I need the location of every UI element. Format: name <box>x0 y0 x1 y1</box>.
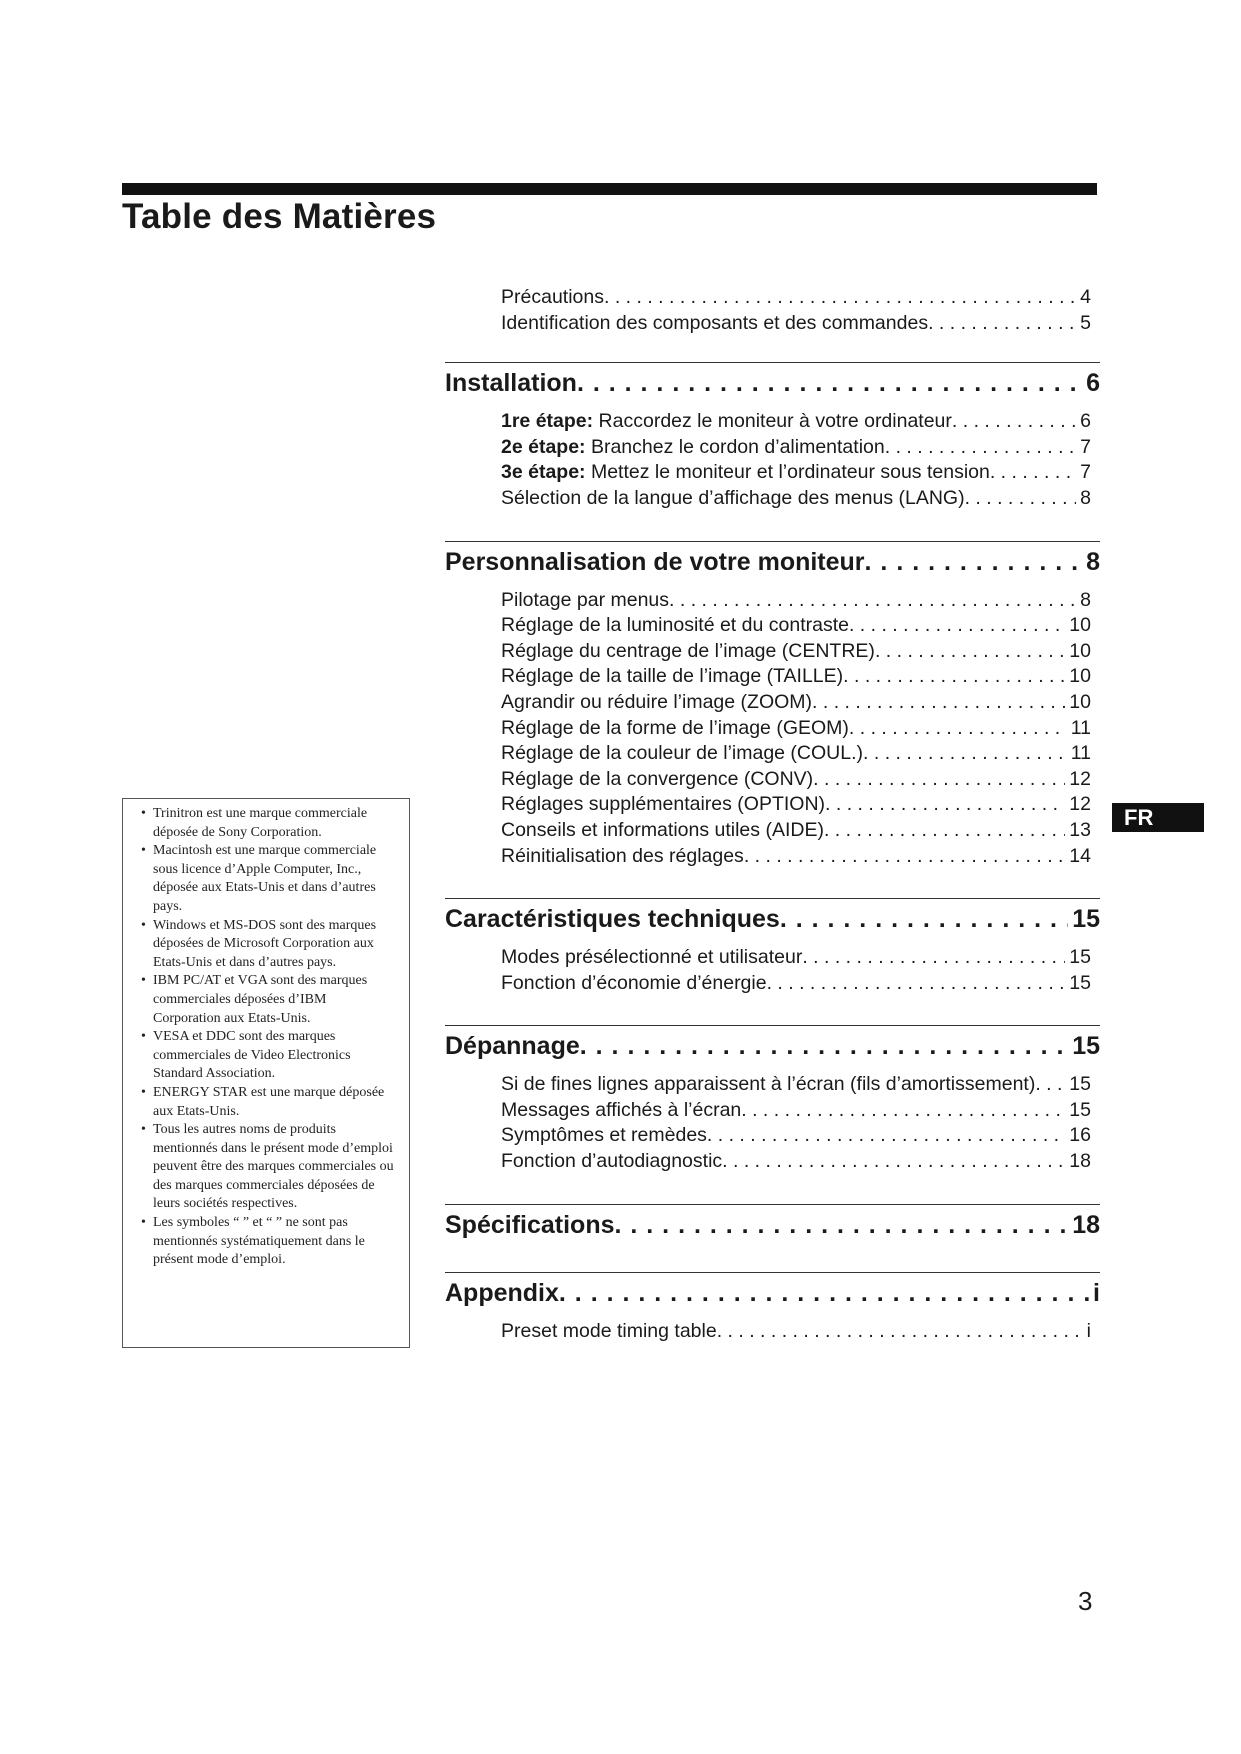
toc-section-heading[interactable] <box>445 1028 1100 1064</box>
trademark-item: • Tous les autres noms de produits mentionnés dans le présent mode d’emploi peuvent être des marques commerciales ou des marques commerciales déposées de leurs sociétés respectives. <box>133 1121 397 1214</box>
toc-entry-label <box>501 844 744 870</box>
dot-leader <box>928 311 1076 337</box>
dot-leader <box>707 1123 1065 1149</box>
dot-leader <box>825 792 1065 818</box>
toc-entry[interactable] <box>501 1123 1091 1149</box>
toc-entry-label <box>501 690 812 716</box>
toc-entry[interactable] <box>501 285 1091 311</box>
toc-page-number: 10 <box>1069 614 1091 637</box>
toc-entry-text: Réglage de la convergence (CONV) <box>501 767 814 790</box>
toc-page-number: i <box>1086 1319 1091 1342</box>
toc-entry[interactable] <box>501 311 1091 337</box>
toc-page-number: 15 <box>1072 905 1100 934</box>
toc-entry-text: Raccordez le moniteur à votre ordinateur <box>593 410 952 433</box>
toc-section-entries <box>501 409 1091 511</box>
toc-entry[interactable] <box>501 486 1091 512</box>
toc-section <box>445 1272 1100 1345</box>
trademark-notice-box <box>122 798 410 1348</box>
toc-entry-label <box>501 588 669 614</box>
dot-leader <box>813 767 1065 793</box>
toc-entry[interactable] <box>501 716 1091 742</box>
toc-entry[interactable] <box>501 409 1091 435</box>
toc-entry[interactable] <box>501 588 1091 614</box>
toc-entry-text: Branchez le cordon d’alimentation <box>585 435 885 458</box>
toc-step-prefix: 1re étape: <box>501 410 594 433</box>
toc-entry-label <box>501 664 843 690</box>
toc-section <box>445 1025 1100 1174</box>
dot-leader <box>990 460 1076 486</box>
toc-entry[interactable] <box>501 741 1091 767</box>
toc-page-number: 12 <box>1069 793 1091 816</box>
language-tab: FR <box>1112 803 1204 832</box>
dot-leader <box>824 818 1065 844</box>
toc-entry[interactable] <box>501 460 1091 486</box>
dot-leader <box>577 365 1082 401</box>
toc-entry-label <box>501 460 990 486</box>
toc-page-number: 7 <box>1080 461 1091 484</box>
toc-entry-label <box>501 1098 741 1124</box>
toc-entry-text: Agrandir ou réduire l’image (ZOOM) <box>501 690 813 713</box>
toc-section-heading[interactable] <box>445 1207 1100 1243</box>
toc-entry-label <box>501 285 604 311</box>
toc-intro <box>501 285 1091 336</box>
dot-leader <box>863 741 1067 767</box>
toc-entry-label <box>501 613 849 639</box>
trademark-item: • ENERGY STAR est une marque déposée aux Etats-Unis. <box>133 1084 397 1121</box>
toc-entry-text: Personnalisation de votre moniteur <box>445 547 865 576</box>
toc-entry-text: Précautions <box>501 286 604 308</box>
toc-entry-text: Fonction d’autodiagnostic <box>501 1150 723 1173</box>
toc-section-entries <box>501 1072 1091 1174</box>
toc-entry-text: Modes présélectionné et utilisateur <box>501 946 803 969</box>
dot-leader <box>767 971 1066 997</box>
toc-entry-label <box>445 544 865 580</box>
toc-page-number: 18 <box>1072 1210 1100 1239</box>
toc-entry[interactable] <box>501 818 1091 844</box>
toc-section <box>445 898 1100 996</box>
dot-leader <box>741 1098 1065 1124</box>
toc-section-heading[interactable] <box>445 544 1100 580</box>
dot-leader <box>843 664 1065 690</box>
dot-leader <box>717 1319 1083 1345</box>
toc-section-heading[interactable] <box>445 365 1100 401</box>
toc-page-number: 14 <box>1069 844 1091 867</box>
trademark-item: • Macintosh est une marque commerciale sous licence d’Apple Computer, Inc., déposée aux Etats-Unis et dans d’autres pays. <box>133 842 397 916</box>
page-title: Table des Matières <box>122 197 437 236</box>
toc-entry-label <box>501 409 952 435</box>
toc-step-prefix: 3e étape: <box>501 461 586 484</box>
toc-page-number: 10 <box>1069 665 1091 688</box>
toc-sections <box>445 362 1100 1344</box>
toc-entry[interactable] <box>501 792 1091 818</box>
dot-leader <box>559 1275 1089 1311</box>
dot-leader <box>744 844 1065 870</box>
toc-entry-label <box>445 1028 580 1064</box>
toc-step-prefix: 2e étape: <box>501 435 586 458</box>
toc-page-number: 13 <box>1069 818 1091 841</box>
trademark-item: • Windows et MS-DOS sont des marques déposées de Microsoft Corporation aux Etats-Unis et dans d’autres pays. <box>133 917 397 973</box>
toc-page-number: 11 <box>1070 716 1091 739</box>
toc-entry-text: Messages affichés à l’écran <box>501 1098 742 1121</box>
toc-page-number: 10 <box>1069 690 1091 713</box>
toc-entry[interactable] <box>501 613 1091 639</box>
toc-section-heading[interactable] <box>445 1275 1100 1311</box>
toc-entry-text: Réglage de la luminosité et du contraste <box>501 614 849 637</box>
toc-page-number: 15 <box>1072 1032 1100 1061</box>
toc-entry[interactable] <box>501 1098 1091 1124</box>
toc-entry-label <box>501 741 863 767</box>
header-rule <box>122 183 1097 195</box>
dot-leader <box>802 945 1065 971</box>
toc-entry-label <box>501 716 849 742</box>
toc-section-heading[interactable] <box>445 901 1100 937</box>
toc-entry-text: Réglage de la couleur de l’image (COUL.) <box>501 742 864 765</box>
toc-section-entries <box>501 588 1091 870</box>
dot-leader <box>722 1149 1065 1175</box>
toc-entry-label <box>501 1123 707 1149</box>
toc-section <box>445 1204 1100 1243</box>
dot-leader <box>812 690 1065 716</box>
toc-entry-text: Réglage du centrage de l’image (CENTRE) <box>501 639 875 662</box>
dot-leader <box>965 486 1077 512</box>
dot-leader <box>865 544 1083 580</box>
dot-leader <box>885 435 1076 461</box>
toc-entry-text: Appendix <box>445 1278 559 1307</box>
toc-page-number: 6 <box>1086 369 1100 398</box>
dot-leader <box>780 901 1068 937</box>
toc-entry-label <box>501 639 875 665</box>
toc-entry-text: Identification des composants et des commandes <box>501 311 929 334</box>
toc-page-number: 15 <box>1069 971 1091 994</box>
trademark-item: • VESA et DDC sont des marques commerciales de Video Electronics Standard Association. <box>133 1028 397 1084</box>
dot-leader <box>669 588 1076 614</box>
table-of-contents <box>445 285 1100 1344</box>
toc-entry-text: Réglage de la taille de l’image (TAILLE) <box>501 665 844 688</box>
toc-entry-label <box>501 1072 1035 1098</box>
trademark-item: • Les symboles “ ” et “ ” ne sont pas mentionnés systématiquement dans le présent mode d’emploi. <box>133 1214 397 1270</box>
trademark-list <box>133 805 397 1270</box>
toc-entry-label <box>501 1149 722 1175</box>
trademark-item: • IBM PC/AT et VGA sont des marques commerciales déposées d’IBM Corporation aux Etats-Unis. <box>133 972 397 1028</box>
toc-entry-label <box>501 486 965 512</box>
toc-entry-text: Fonction d’économie d’énergie <box>501 971 767 994</box>
toc-entry-label <box>501 1319 717 1345</box>
toc-entry[interactable] <box>501 1319 1091 1345</box>
dot-leader <box>849 716 1067 742</box>
dot-leader <box>1035 1072 1065 1098</box>
toc-entry-label <box>501 435 885 461</box>
toc-entry-text: Mettez le moniteur et l’ordinateur sous tension <box>585 461 990 484</box>
trademark-item: • Trinitron est une marque commerciale déposée de Sony Corporation. <box>133 805 397 842</box>
toc-section <box>445 541 1100 870</box>
dot-leader <box>615 1207 1069 1243</box>
toc-entry-label <box>501 971 767 997</box>
toc-entry-label <box>445 1207 615 1243</box>
toc-page-number: 8 <box>1086 547 1100 576</box>
toc-page-number: 10 <box>1069 639 1091 662</box>
toc-entry-text: Dépannage <box>445 1032 580 1061</box>
toc-entry-label <box>501 311 928 337</box>
toc-entry[interactable] <box>501 639 1091 665</box>
toc-entry[interactable] <box>501 435 1091 461</box>
dot-leader <box>849 613 1065 639</box>
toc-entry-text: Réinitialisation des réglages <box>501 844 744 867</box>
toc-page-number: i <box>1093 1278 1100 1307</box>
toc-section <box>445 362 1100 511</box>
toc-entry[interactable] <box>501 690 1091 716</box>
toc-entry-label <box>445 1275 559 1311</box>
toc-page-number: 15 <box>1069 946 1091 969</box>
toc-page-number: 5 <box>1080 311 1091 334</box>
toc-entry[interactable] <box>501 844 1091 870</box>
dot-leader <box>952 409 1076 435</box>
toc-entry-text: Installation <box>445 369 577 398</box>
toc-entry-text: Caractéristiques techniques <box>445 905 780 934</box>
toc-entry[interactable] <box>501 1149 1091 1175</box>
toc-entry-text: Symptômes et remèdes <box>501 1124 707 1147</box>
toc-entry-text: Si de fines lignes apparaissent à l’écran (fils d’amortissement) <box>501 1073 1036 1096</box>
toc-page-number: 7 <box>1080 435 1091 458</box>
toc-entry[interactable] <box>501 664 1091 690</box>
toc-entry-text: Conseils et informations utiles (AIDE) <box>501 818 824 841</box>
dot-leader <box>875 639 1065 665</box>
toc-entry[interactable] <box>501 971 1091 997</box>
toc-entry-text: Sélection de la langue d’affichage des menus (LANG) <box>501 486 965 509</box>
toc-section-entries <box>501 945 1091 996</box>
toc-entry[interactable] <box>501 1072 1091 1098</box>
toc-entry-label <box>501 818 824 844</box>
toc-page-number: 11 <box>1070 742 1091 765</box>
toc-page-number: 15 <box>1069 1073 1091 1096</box>
toc-entry-label <box>445 365 577 401</box>
toc-entry-label <box>501 945 802 971</box>
toc-page-number: 18 <box>1069 1150 1091 1173</box>
toc-page-number: 15 <box>1069 1098 1091 1121</box>
toc-entry-text: Spécifications <box>445 1210 615 1239</box>
toc-entry-text: Réglage de la forme de l’image (GEOM) <box>501 716 849 739</box>
toc-page-number: 4 <box>1080 286 1091 308</box>
toc-entry-label <box>445 901 780 937</box>
toc-entry-text: Preset mode timing table <box>501 1319 717 1342</box>
toc-entry-label <box>501 792 825 818</box>
toc-section-entries <box>501 1319 1091 1345</box>
toc-page-number: 8 <box>1080 486 1091 509</box>
toc-page-number: 16 <box>1069 1124 1091 1147</box>
dot-leader <box>604 285 1076 311</box>
toc-page-number: 6 <box>1080 410 1091 433</box>
toc-page-number: 8 <box>1080 588 1091 611</box>
toc-entry[interactable] <box>501 767 1091 793</box>
toc-page-number: 12 <box>1069 767 1091 790</box>
toc-entry-label <box>501 767 813 793</box>
page-number: 3 <box>1078 1586 1093 1616</box>
toc-entry-text: Pilotage par menus <box>501 588 670 611</box>
toc-entry-text: Réglages supplémentaires (OPTION) <box>501 793 826 816</box>
toc-entry[interactable] <box>501 945 1091 971</box>
dot-leader <box>580 1028 1068 1064</box>
